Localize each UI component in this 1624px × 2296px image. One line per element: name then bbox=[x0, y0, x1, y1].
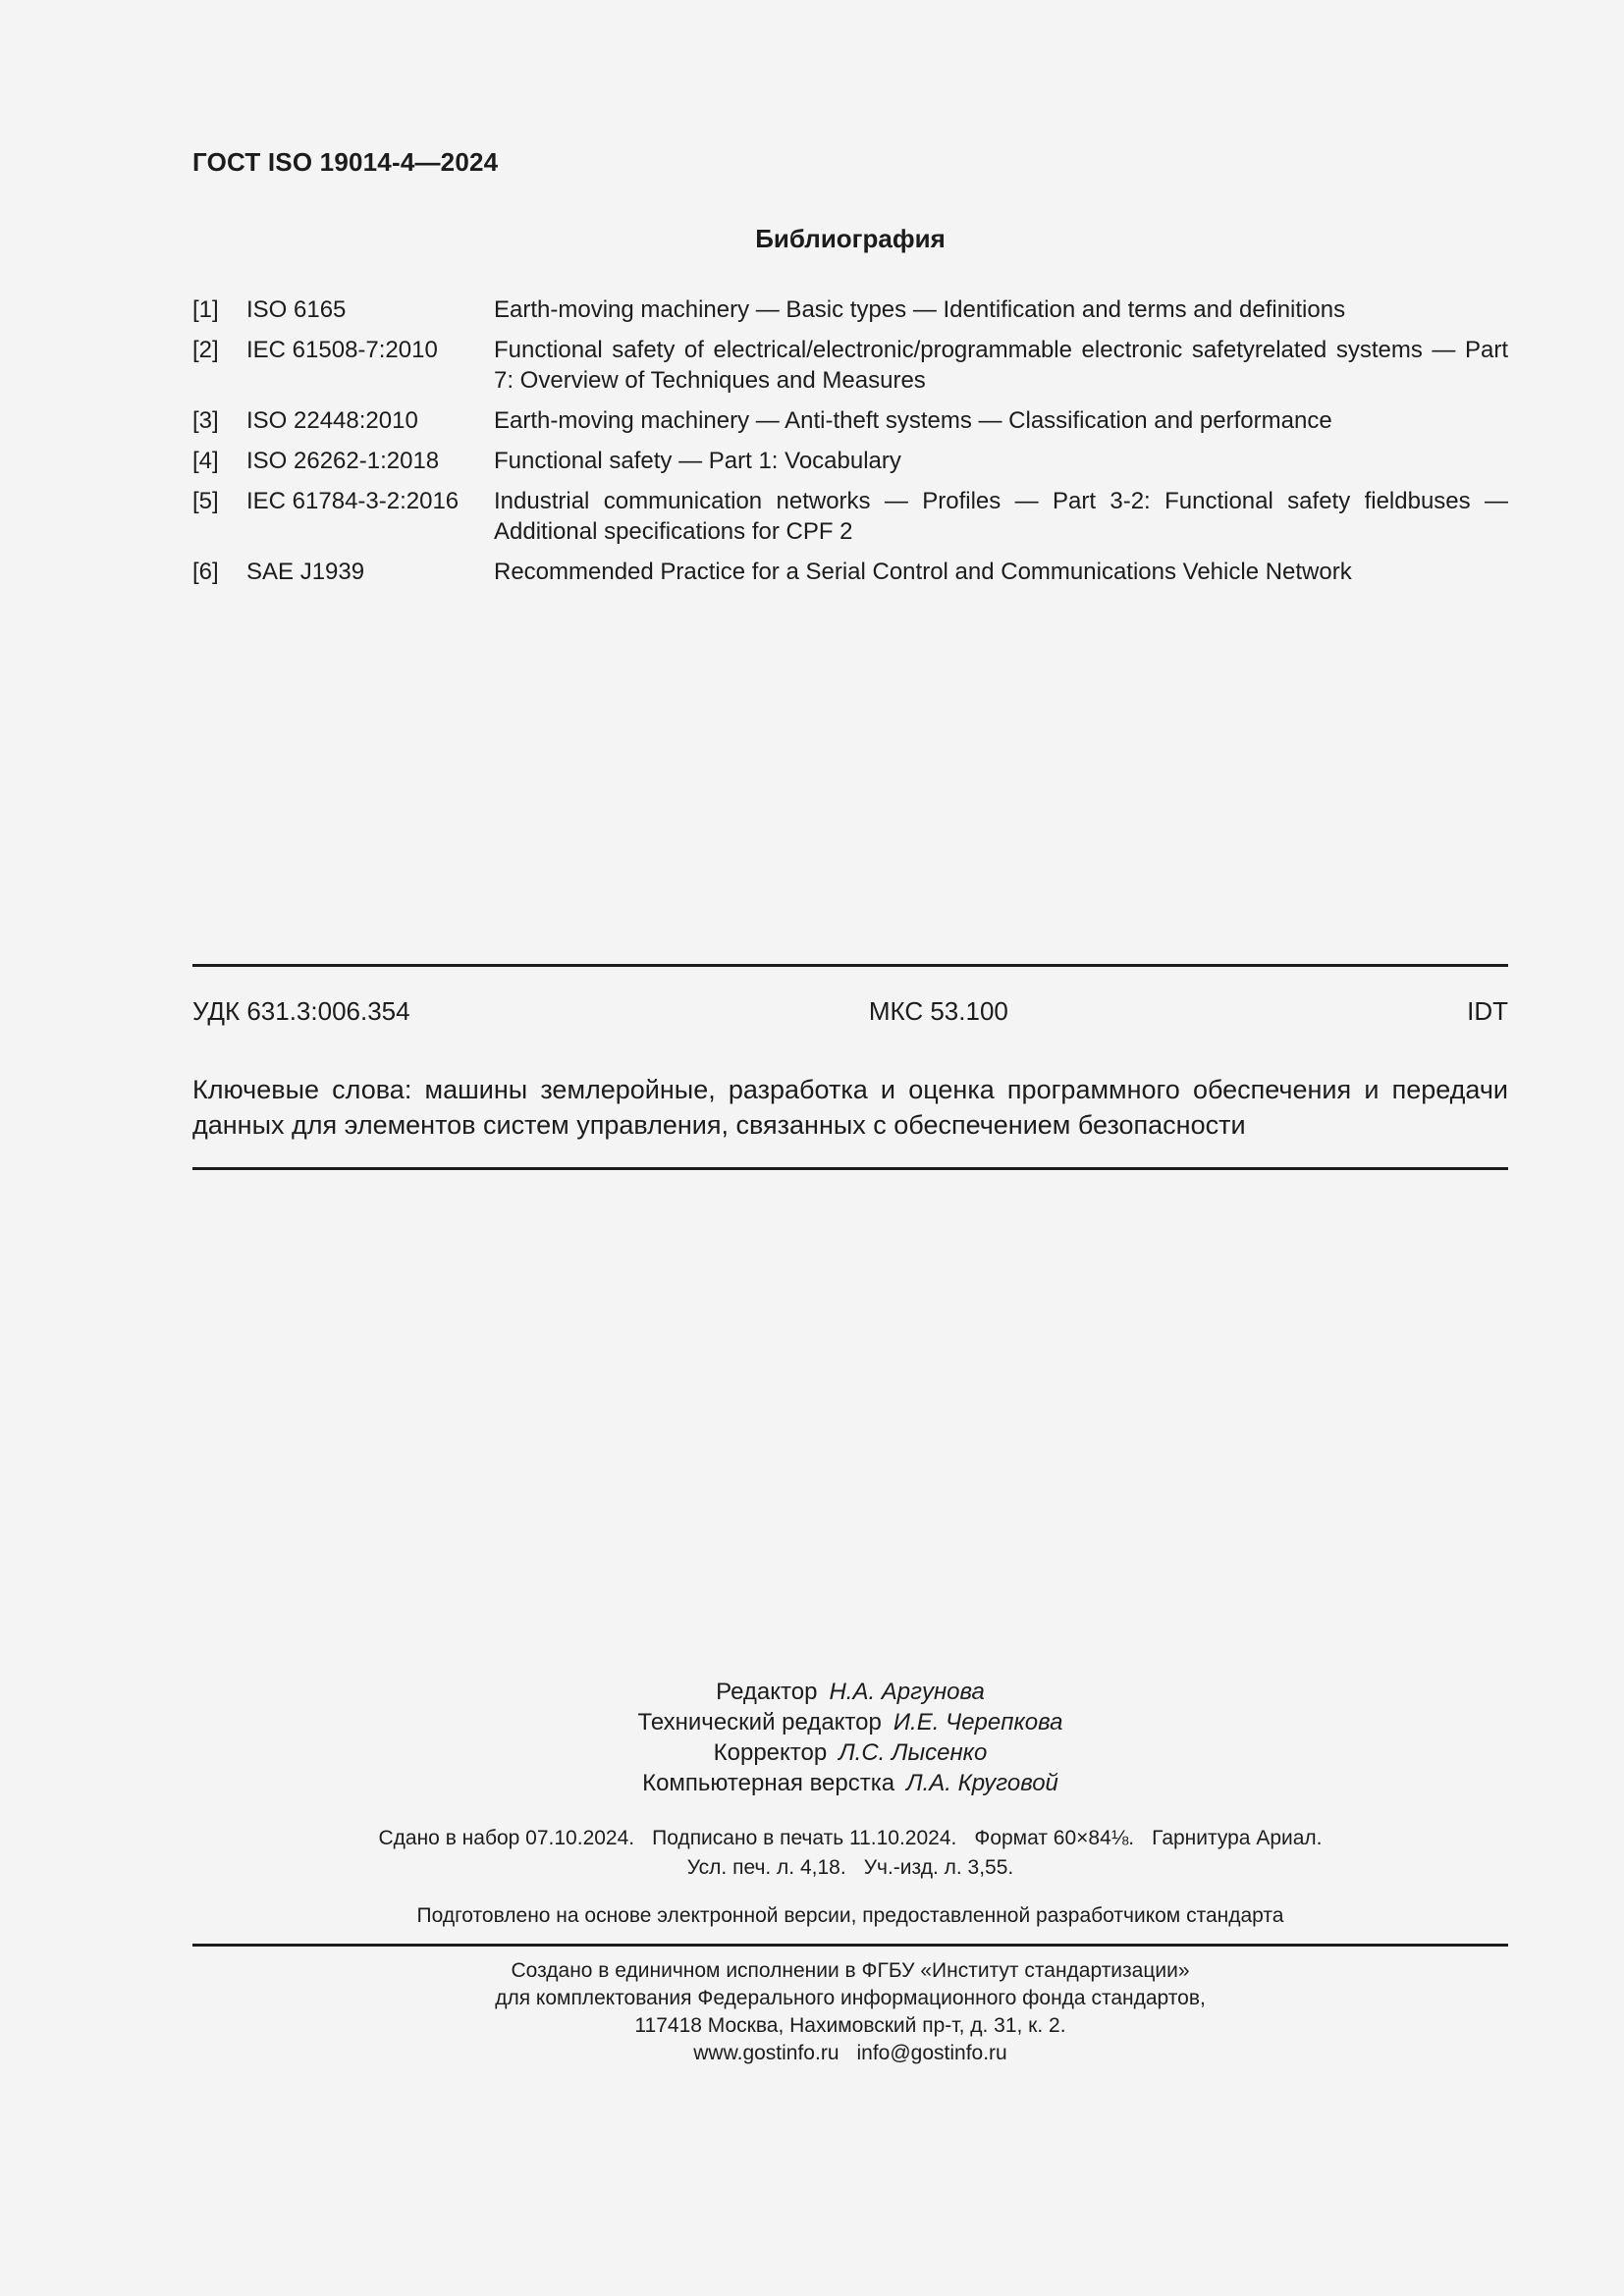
divider-top bbox=[192, 964, 1508, 967]
entry-title: Earth-moving machinery — Anti-theft systems — Classification and performance bbox=[494, 407, 1332, 434]
credit-name: Л.А. Круговой bbox=[906, 1770, 1058, 1796]
bibliography-entry bbox=[192, 557, 1508, 587]
credit-role: Компьютерная верстка bbox=[642, 1770, 895, 1796]
signed-date: Подписано в печать 11.10.2024. bbox=[652, 1827, 957, 1849]
bibliography-entry bbox=[192, 486, 1508, 547]
mks-code: МКС 53.100 bbox=[868, 996, 1008, 1026]
bibliography-title: Библиография bbox=[755, 224, 946, 253]
print-info-line bbox=[192, 1853, 1508, 1883]
entry-standard-code: ISO 6165 bbox=[246, 296, 347, 323]
publisher-sheets: Уч.-изд. л. 3,55. bbox=[863, 1856, 1014, 1879]
entry-standard-code: SAE J1939 bbox=[246, 559, 365, 585]
keywords: Ключевые слова: машины землеройные, разработка и оценка программного обеспечения и передачи данных для элементов систем управления, связанных с обеспечением безопасности bbox=[192, 1075, 1508, 1140]
print-info bbox=[192, 1824, 1508, 1883]
publisher-address: 117418 Москва, Нахимовский пр-т, д. 31, к. 2. bbox=[634, 2014, 1066, 2037]
publisher-line: для комплектования Федерального информационного фонда стандартов, bbox=[495, 1987, 1206, 2009]
udk-code: УДК 631.3:006.354 bbox=[192, 996, 410, 1026]
bibliography-list bbox=[192, 294, 1508, 597]
credit-role: Редактор bbox=[716, 1679, 818, 1705]
bibliography-entry bbox=[192, 446, 1508, 476]
print-info-line bbox=[192, 1824, 1508, 1853]
document-code: ГОСТ ISO 19014-4—2024 bbox=[192, 147, 499, 177]
email-link[interactable]: info@gostinfo.ru bbox=[856, 2042, 1007, 2064]
entry-standard-code: ISO 26262-1:2018 bbox=[246, 448, 440, 474]
entry-number: [4] bbox=[192, 448, 219, 474]
publisher-block bbox=[192, 1957, 1508, 2067]
bibliography-entry bbox=[192, 335, 1508, 396]
credit-line bbox=[192, 1737, 1508, 1768]
publisher-line: Создано в единичном исполнении в ФГБУ «Институт стандартизации» bbox=[511, 1959, 1190, 1982]
credit-role: Технический редактор bbox=[637, 1709, 882, 1735]
website-link[interactable]: www.gostinfo.ru bbox=[693, 2042, 839, 2064]
credit-role: Корректор bbox=[713, 1739, 828, 1766]
entry-title: Earth-moving machinery — Basic types — Identification and terms and definitions bbox=[494, 296, 1346, 323]
entry-title: Recommended Practice for a Serial Control and Communications Vehicle Network bbox=[494, 559, 1352, 585]
credits-block bbox=[192, 1677, 1508, 1798]
bibliography-entry bbox=[192, 294, 1508, 325]
submitted-date: Сдано в набор 07.10.2024. bbox=[378, 1827, 635, 1849]
entry-title: Functional safety — Part 1: Vocabulary bbox=[494, 448, 901, 474]
credit-name: Л.С. Лысенко bbox=[839, 1739, 988, 1766]
entry-title: Industrial communication networks — Profiles — Part 3-2: Functional safety fieldbuses — Additional specifications for CPF 2 bbox=[494, 488, 1508, 545]
entry-number: [3] bbox=[192, 407, 219, 434]
credit-name: И.Е. Черепкова bbox=[893, 1709, 1063, 1735]
entry-standard-code: ISO 22448:2010 bbox=[246, 407, 418, 434]
bibliography-entry bbox=[192, 405, 1508, 436]
print-sheets: Усл. печ. л. 4,18. bbox=[686, 1856, 846, 1879]
credit-line bbox=[192, 1707, 1508, 1737]
divider-keywords bbox=[192, 1167, 1508, 1170]
typeface: Гарнитура Ариал. bbox=[1152, 1827, 1323, 1849]
idt-marker: IDT bbox=[1467, 996, 1508, 1026]
entry-number: [2] bbox=[192, 337, 219, 363]
credit-line bbox=[192, 1768, 1508, 1798]
entry-number: [1] bbox=[192, 296, 219, 323]
credit-line bbox=[192, 1677, 1508, 1707]
credit-name: Н.А. Аргунова bbox=[829, 1679, 985, 1705]
entry-title: Functional safety of electrical/electronic/programmable electronic safetyrelated systems — Part 7: Overview of Techniques and Measures bbox=[494, 337, 1508, 394]
divider-publisher bbox=[192, 1944, 1508, 1947]
entry-standard-code: IEC 61784-3-2:2016 bbox=[246, 488, 460, 514]
classification-row bbox=[192, 996, 1508, 1027]
paper-format: Формат 60×84⅛. bbox=[974, 1827, 1135, 1849]
publisher-links bbox=[192, 2040, 1508, 2067]
prepared-note: Подготовлено на основе электронной версии, предоставленной разработчиком стандарта bbox=[416, 1904, 1284, 1927]
entry-number: [6] bbox=[192, 559, 219, 585]
entry-number: [5] bbox=[192, 488, 219, 514]
entry-standard-code: IEC 61508-7:2010 bbox=[246, 337, 438, 363]
